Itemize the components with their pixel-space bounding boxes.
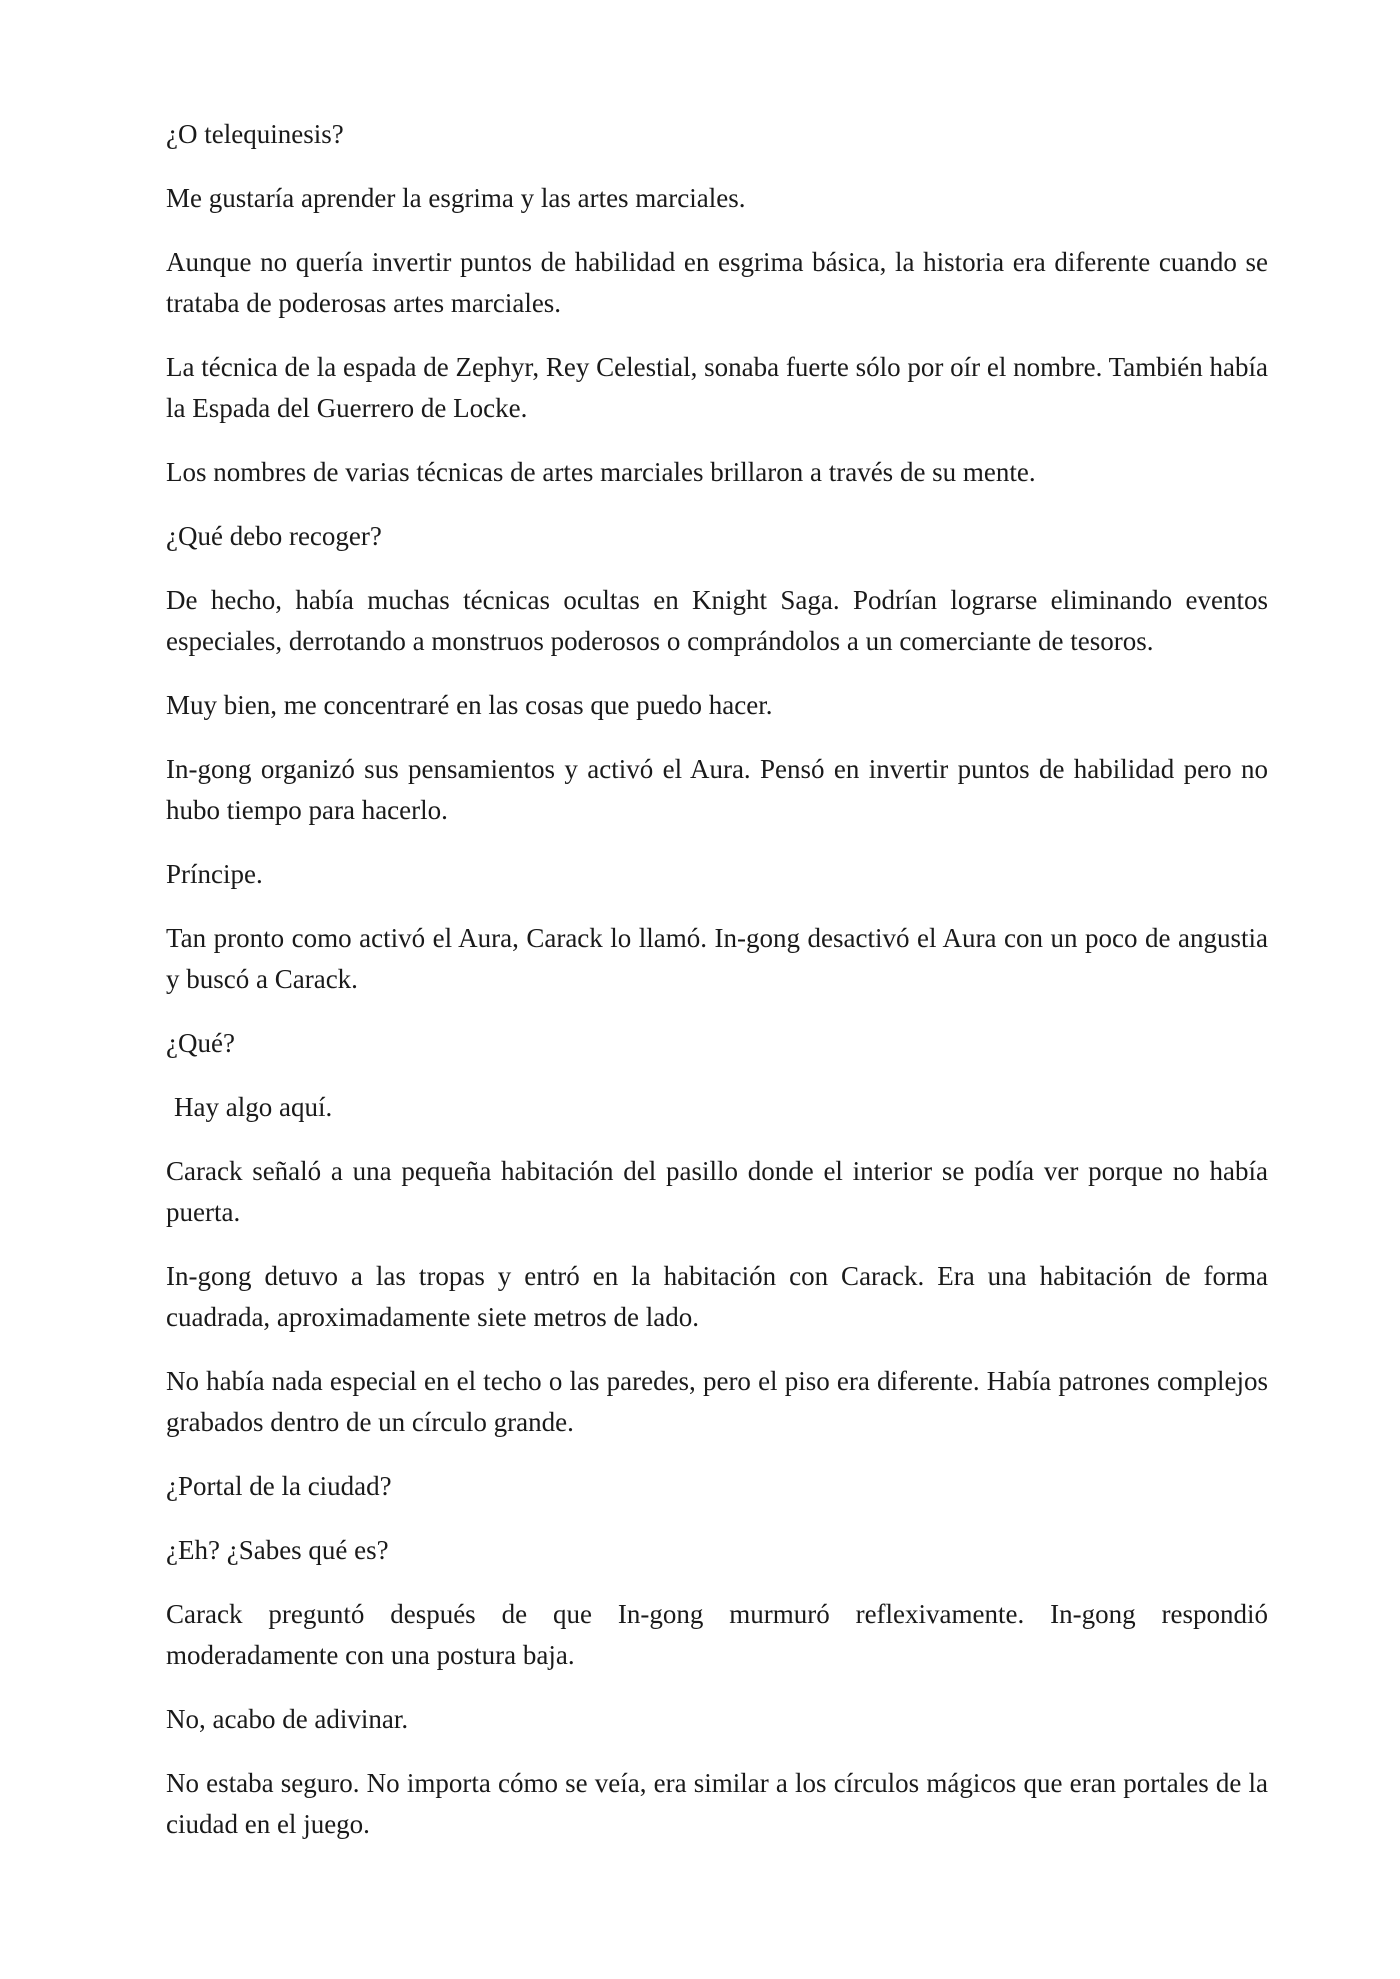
paragraph: In-gong detuvo a las tropas y entró en la habitación con Carack. Era una habitación de forma cuadrada, aproximadamente siete metros de lado. [166, 1261, 1268, 1332]
paragraph: ¿Qué debo recoger? [166, 521, 382, 551]
paragraph: Carack señaló a una pequeña habitación del pasillo donde el interior se podía ver porque no había puerta. [166, 1156, 1268, 1227]
paragraph: Tan pronto como activó el Aura, Carack lo llamó. In-gong desactivó el Aura con un poco de angustia y buscó a Carack. [166, 923, 1268, 994]
paragraph: No estaba seguro. No importa cómo se veía, era similar a los círculos mágicos que eran portales de la ciudad en el juego. [166, 1768, 1268, 1839]
paragraph: Príncipe. [166, 859, 263, 889]
paragraph: Me gustaría aprender la esgrima y las artes marciales. [166, 183, 746, 213]
paragraph: ¿Portal de la ciudad? [166, 1471, 392, 1501]
document-body [166, 114, 1268, 1868]
paragraph: In-gong organizó sus pensamientos y activó el Aura. Pensó en invertir puntos de habilidad pero no hubo tiempo para hacerlo. [166, 754, 1268, 825]
paragraph: No había nada especial en el techo o las paredes, pero el piso era diferente. Había patrones complejos grabados dentro de un círculo grande. [166, 1366, 1268, 1437]
paragraph: ¿O telequinesis? [166, 119, 344, 149]
paragraph: Muy bien, me concentraré en las cosas que puedo hacer. [166, 690, 773, 720]
paragraph: Hay algo aquí. [174, 1092, 333, 1122]
paragraph: ¿Eh? ¿Sabes qué es? [166, 1535, 389, 1565]
paragraph: Los nombres de varias técnicas de artes marciales brillaron a través de su mente. [166, 457, 1036, 487]
paragraph: La técnica de la espada de Zephyr, Rey Celestial, sonaba fuerte sólo por oír el nombre. También había la Espada del Guerrero de Locke. [166, 352, 1268, 423]
paragraph: Carack preguntó después de que In-gong murmuró reflexivamente. In-gong respondió moderadamente con una postura baja. [166, 1599, 1268, 1670]
paragraph: Aunque no quería invertir puntos de habilidad en esgrima básica, la historia era diferente cuando se trataba de poderosas artes marciales. [166, 247, 1268, 318]
paragraph: No, acabo de adivinar. [166, 1704, 409, 1734]
paragraph: De hecho, había muchas técnicas ocultas en Knight Saga. Podrían lograrse eliminando eventos especiales, derrotando a monstruos poderosos o comprándolos a un comerciante de tesoros. [166, 585, 1268, 656]
paragraph: ¿Qué? [166, 1028, 235, 1058]
